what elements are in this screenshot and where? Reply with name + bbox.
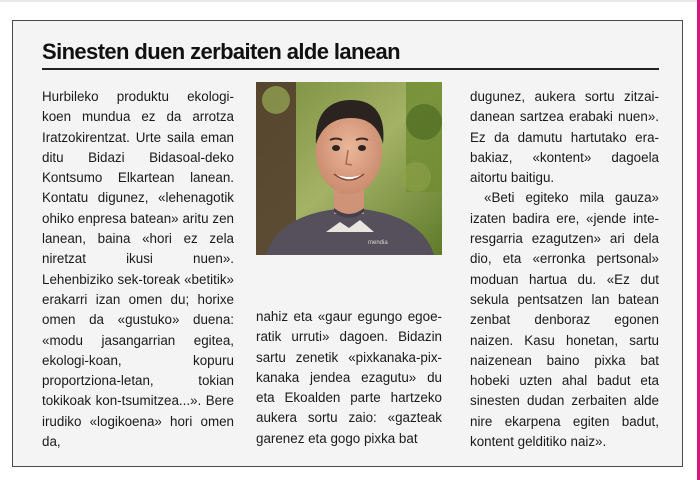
article-headline: Sinesten duen zerbaiten alde lanean (42, 39, 400, 64)
tshirt-text: mendia (368, 240, 388, 246)
top-rule (0, 0, 700, 2)
article-frame (12, 20, 683, 467)
column-3-paragraph-2: «Beti egiteko mila gauza» izaten badira ere, «jende inte-resgarria ezagutzen» ari dela dio, eta «erronka pertsonal» moduan hartua du. «Ez dut sekula pentsatzen lan batean zenbat denboraz egonen naizen. Kasu honetan, sartu naizenean baino pixka bat hobeki uzten ahal badut eta sinesten dudan zerbaiten alde nire ekarpena egiten badut, kontent gelditiko naiz». (470, 190, 659, 450)
column-2-paragraph: nahiz eta «gaur egungo egoe-ratik urruti» dagoen. Bidazin sartu zenetik «pixkanaka-pix-kanaka jendea ezagutu» du eta Ekoalden parte hartzeko aukera sortu zaio: «gazteak garenez eta gogo pixka bat (256, 309, 442, 446)
headline-rule (42, 68, 659, 70)
column-1-paragraph: Hurbileko produktu ekologi-koen mundua ez da arrotza Iratzokirentzat. Urte saila eman ditu Bidazi Bidasoal-deko Kontsumo Elkartean lanean. Kontatu digunez, «lehenagotik ohiko enpresa batean» aritu zen lanean, baina «hori ez zela niretzat ikusi nuen». Lehenbiziko sek-toreak «betitik» erakarri izan omen du; horixe omen da «gustuko» duena: «modu jasangarrian egitea, ekologi-koan, kopuru proportziona-letan, tokian tokikoak kon-tsumitzea...». Bere irudiko «logikoena» hori omen da, (42, 89, 234, 450)
text-column-1 (42, 87, 234, 452)
text-column-3 (470, 87, 659, 452)
column-3-paragraph-1: dugunez, aukera sortu zitzai-danean sartzea erabaki nuen». Ez da damutu hartutako era-bakiaz, «kontent» dagoela aitortu baitigu. (470, 89, 659, 186)
portrait-photo (256, 82, 442, 255)
portrait-photo-icon (256, 82, 442, 255)
text-column-2 (256, 307, 442, 449)
